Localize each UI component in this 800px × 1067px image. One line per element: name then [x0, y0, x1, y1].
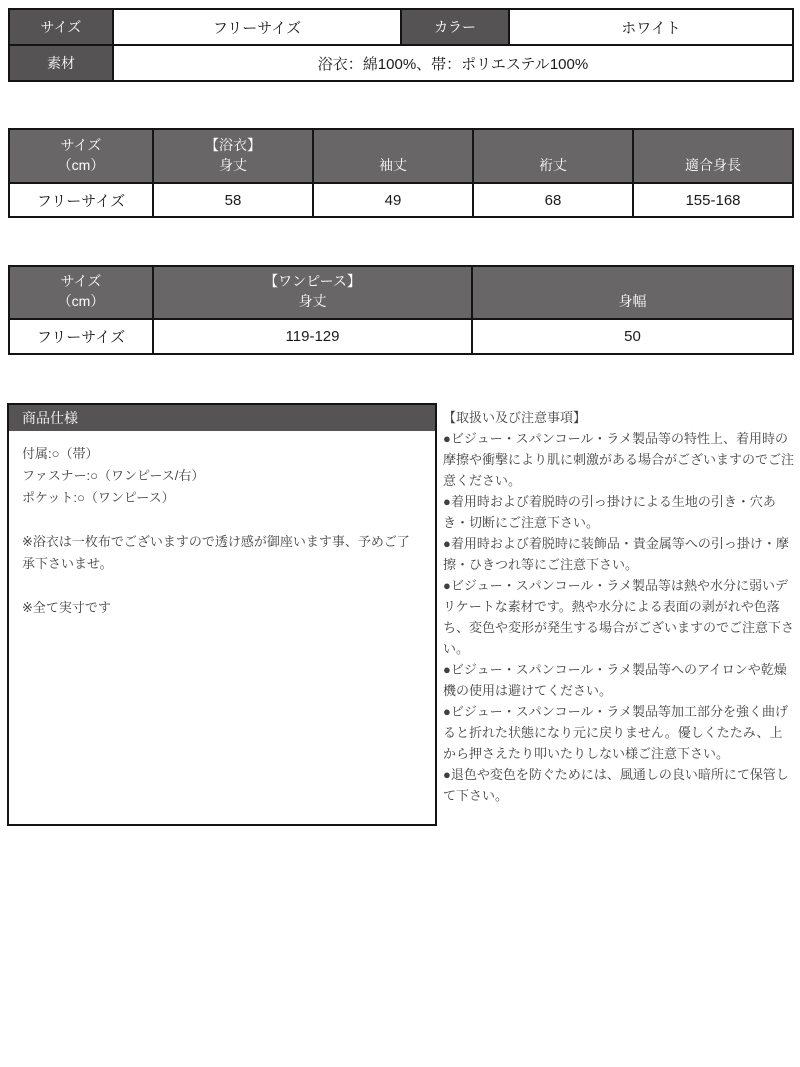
mihaba-value-cell: 50 [472, 319, 793, 354]
header-fit-height [633, 129, 793, 183]
header-sodetake [313, 129, 473, 183]
precaution-item: ●着用時および着脱時に装飾品・貴金属等への引っ掛け・摩擦・ひきつれ等にご注意下さい。 [443, 536, 789, 572]
table-row [9, 9, 793, 45]
table-header-row [9, 129, 793, 183]
size-value-cell: フリーサイズ [113, 9, 401, 45]
sodetake-value-cell: 49 [313, 183, 473, 217]
header-line: 【浴衣】 [205, 137, 261, 153]
header-line: 身幅 [618, 293, 647, 309]
spec-note-sheerness: ※浴衣は一枚布でございますので透け感が御座います事、予めご了承下さいませ。 [22, 534, 410, 571]
header-line: 【ワンピース】 [264, 273, 361, 289]
precautions-section [443, 407, 795, 806]
header-line: 袖丈 [379, 157, 407, 173]
material-label-cell: 素材 [9, 45, 113, 81]
precaution-item: ●着用時および着脱時の引っ掛けによる生地の引き・穴あき・切断にご注意下さい。 [443, 494, 776, 530]
material-value-cell: 浴衣：綿100%、帯：ポリエステル100% [113, 45, 793, 81]
table-row [9, 319, 793, 354]
product-spec-content [9, 431, 435, 619]
fit-height-value-cell: 155-168 [633, 183, 793, 217]
header-line: （cm） [57, 293, 105, 309]
header-line: サイズ [60, 273, 102, 289]
precaution-item: ●ビジュー・スパンコール・ラメ製品等の特性上、着用時の摩擦や衝撃により肌に刺激がある場合がございますのでご注意ください。 [443, 431, 795, 488]
yukata-size-table [8, 128, 794, 218]
spec-line-accessory: 付属:○（帯） [22, 446, 99, 461]
size-color-material-table [8, 8, 794, 82]
table-row [9, 183, 793, 217]
product-spec-title: 商品仕様 [22, 410, 78, 426]
header-line: 身丈 [219, 157, 247, 173]
header-line: 身丈 [298, 293, 327, 309]
precaution-item: ●退色や変色を防ぐためには、風通しの良い暗所にて保管して下さい。 [443, 767, 789, 803]
yukitake-value-cell: 68 [473, 183, 633, 217]
header-onepiece-mitake [153, 266, 472, 319]
mitake-value-cell: 119-129 [153, 319, 472, 354]
size-name-cell: フリーサイズ [9, 183, 153, 217]
header-line: サイズ [60, 137, 102, 153]
color-label-cell: カラー [401, 9, 509, 45]
table-row [9, 45, 793, 81]
table-header-row [9, 266, 793, 319]
precautions-title: 【取扱い及び注意事項】 [443, 410, 587, 425]
product-spec-box [7, 403, 437, 826]
product-spec-title-bar [9, 405, 435, 431]
size-label-cell: サイズ [9, 9, 113, 45]
onepiece-size-table [8, 265, 794, 355]
size-name-cell: フリーサイズ [9, 319, 153, 354]
header-line: 適合身長 [685, 157, 741, 173]
header-size-cm [9, 266, 153, 319]
header-yukitake [473, 129, 633, 183]
header-size-cm [9, 129, 153, 183]
spec-line-pocket: ポケット:○（ワンピース） [22, 490, 175, 505]
precaution-item: ●ビジュー・スパンコール・ラメ製品等へのアイロンや乾燥機の使用は避けてください。 [443, 662, 787, 698]
spec-line-fastener: ファスナー:○（ワンピース/右） [22, 468, 205, 483]
spec-note-actual-size: ※全て実寸です [22, 600, 111, 615]
mitake-value-cell: 58 [153, 183, 313, 217]
header-yukata-mitake [153, 129, 313, 183]
precaution-item: ●ビジュー・スパンコール・ラメ製品等加工部分を強く曲げると折れた状態になり元に戻りません。優しくたたみ、上から押さえたり叩いたりしない様ご注意下さい。 [443, 704, 788, 761]
header-line: （cm） [57, 157, 105, 173]
header-line: 裄丈 [539, 157, 567, 173]
color-value-cell: ホワイト [509, 9, 793, 45]
header-mihaba [472, 266, 793, 319]
precaution-item: ●ビジュー・スパンコール・ラメ製品等は熱や水分に弱いデリケートな素材です。熱や水分による表面の剥がれや色落ち、変色や変形が発生する場合がございますのでご注意下さい。 [443, 578, 795, 656]
